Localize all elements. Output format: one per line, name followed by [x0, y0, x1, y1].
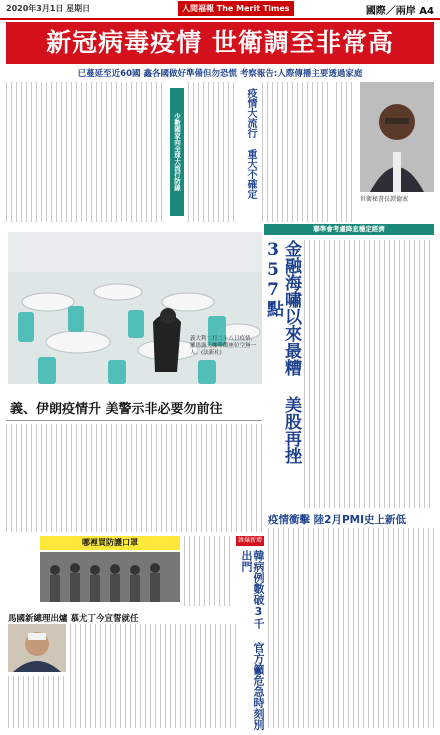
mask-box-title: 哪裡買防護口罩 [40, 536, 180, 550]
divider [6, 420, 262, 421]
tedros-photo [360, 82, 434, 192]
main-headline: 新冠病毒疫情 世衛調至非常高 [46, 28, 394, 57]
article-text-block [268, 528, 434, 728]
finance-header: 聯準會考慮降息穩定經濟 [264, 224, 434, 235]
article-text-block [304, 240, 434, 508]
muhyiddin-photo [8, 624, 66, 672]
issue-date: 2020年3月1日 星期日 [6, 4, 91, 13]
blue-kicker: 疫情大流行 重大不確定 [245, 88, 256, 199]
article-text-block [262, 82, 332, 222]
cafe-photo [8, 232, 262, 384]
article-text-block [70, 624, 236, 728]
mask-queue-photo [40, 552, 180, 602]
article-text-block [6, 82, 164, 222]
photo-caption: 義大利二月二十八日疫情，羅馬露天咖啡館座位空無一人。(法新社) [190, 336, 257, 356]
italy-headline: 義、伊朗疫情升 美警示非必要勿前往 [10, 402, 223, 417]
article-text-block [184, 536, 232, 606]
article-text-block [8, 676, 66, 728]
photo-caption: 世衛秘書長譚德塞 [360, 196, 409, 203]
article-text-block [188, 82, 236, 222]
pmi-headline: 疫情衝擊 陸2月PMI史上新低 [268, 514, 407, 526]
article-text-block [6, 424, 262, 532]
newspaper-logo: 人間福報 The Merit Times [178, 1, 294, 16]
section-label: 國際／兩岸 A4 [365, 6, 434, 17]
sidebar-box-teal: 少數國家向全球大流行防線 [170, 88, 184, 216]
article-text-block [336, 82, 356, 222]
korea-headline: 韓病例數破3千 官方籲危急時刻別出門 [240, 550, 265, 730]
sub-headline: 已蔓延至近60國 鑫各國做好準備但勿恐慌 考察報告:人際傳播主要透過家庭 [77, 69, 363, 79]
korea-label: 韓爆新增 [237, 537, 262, 544]
malaysia-headline: 馬國新總理出爐 慕尤丁今宣誓就任 [8, 614, 139, 624]
finance-headline: 金融海嘯以來最糟 美股再挫357點 [263, 240, 301, 464]
